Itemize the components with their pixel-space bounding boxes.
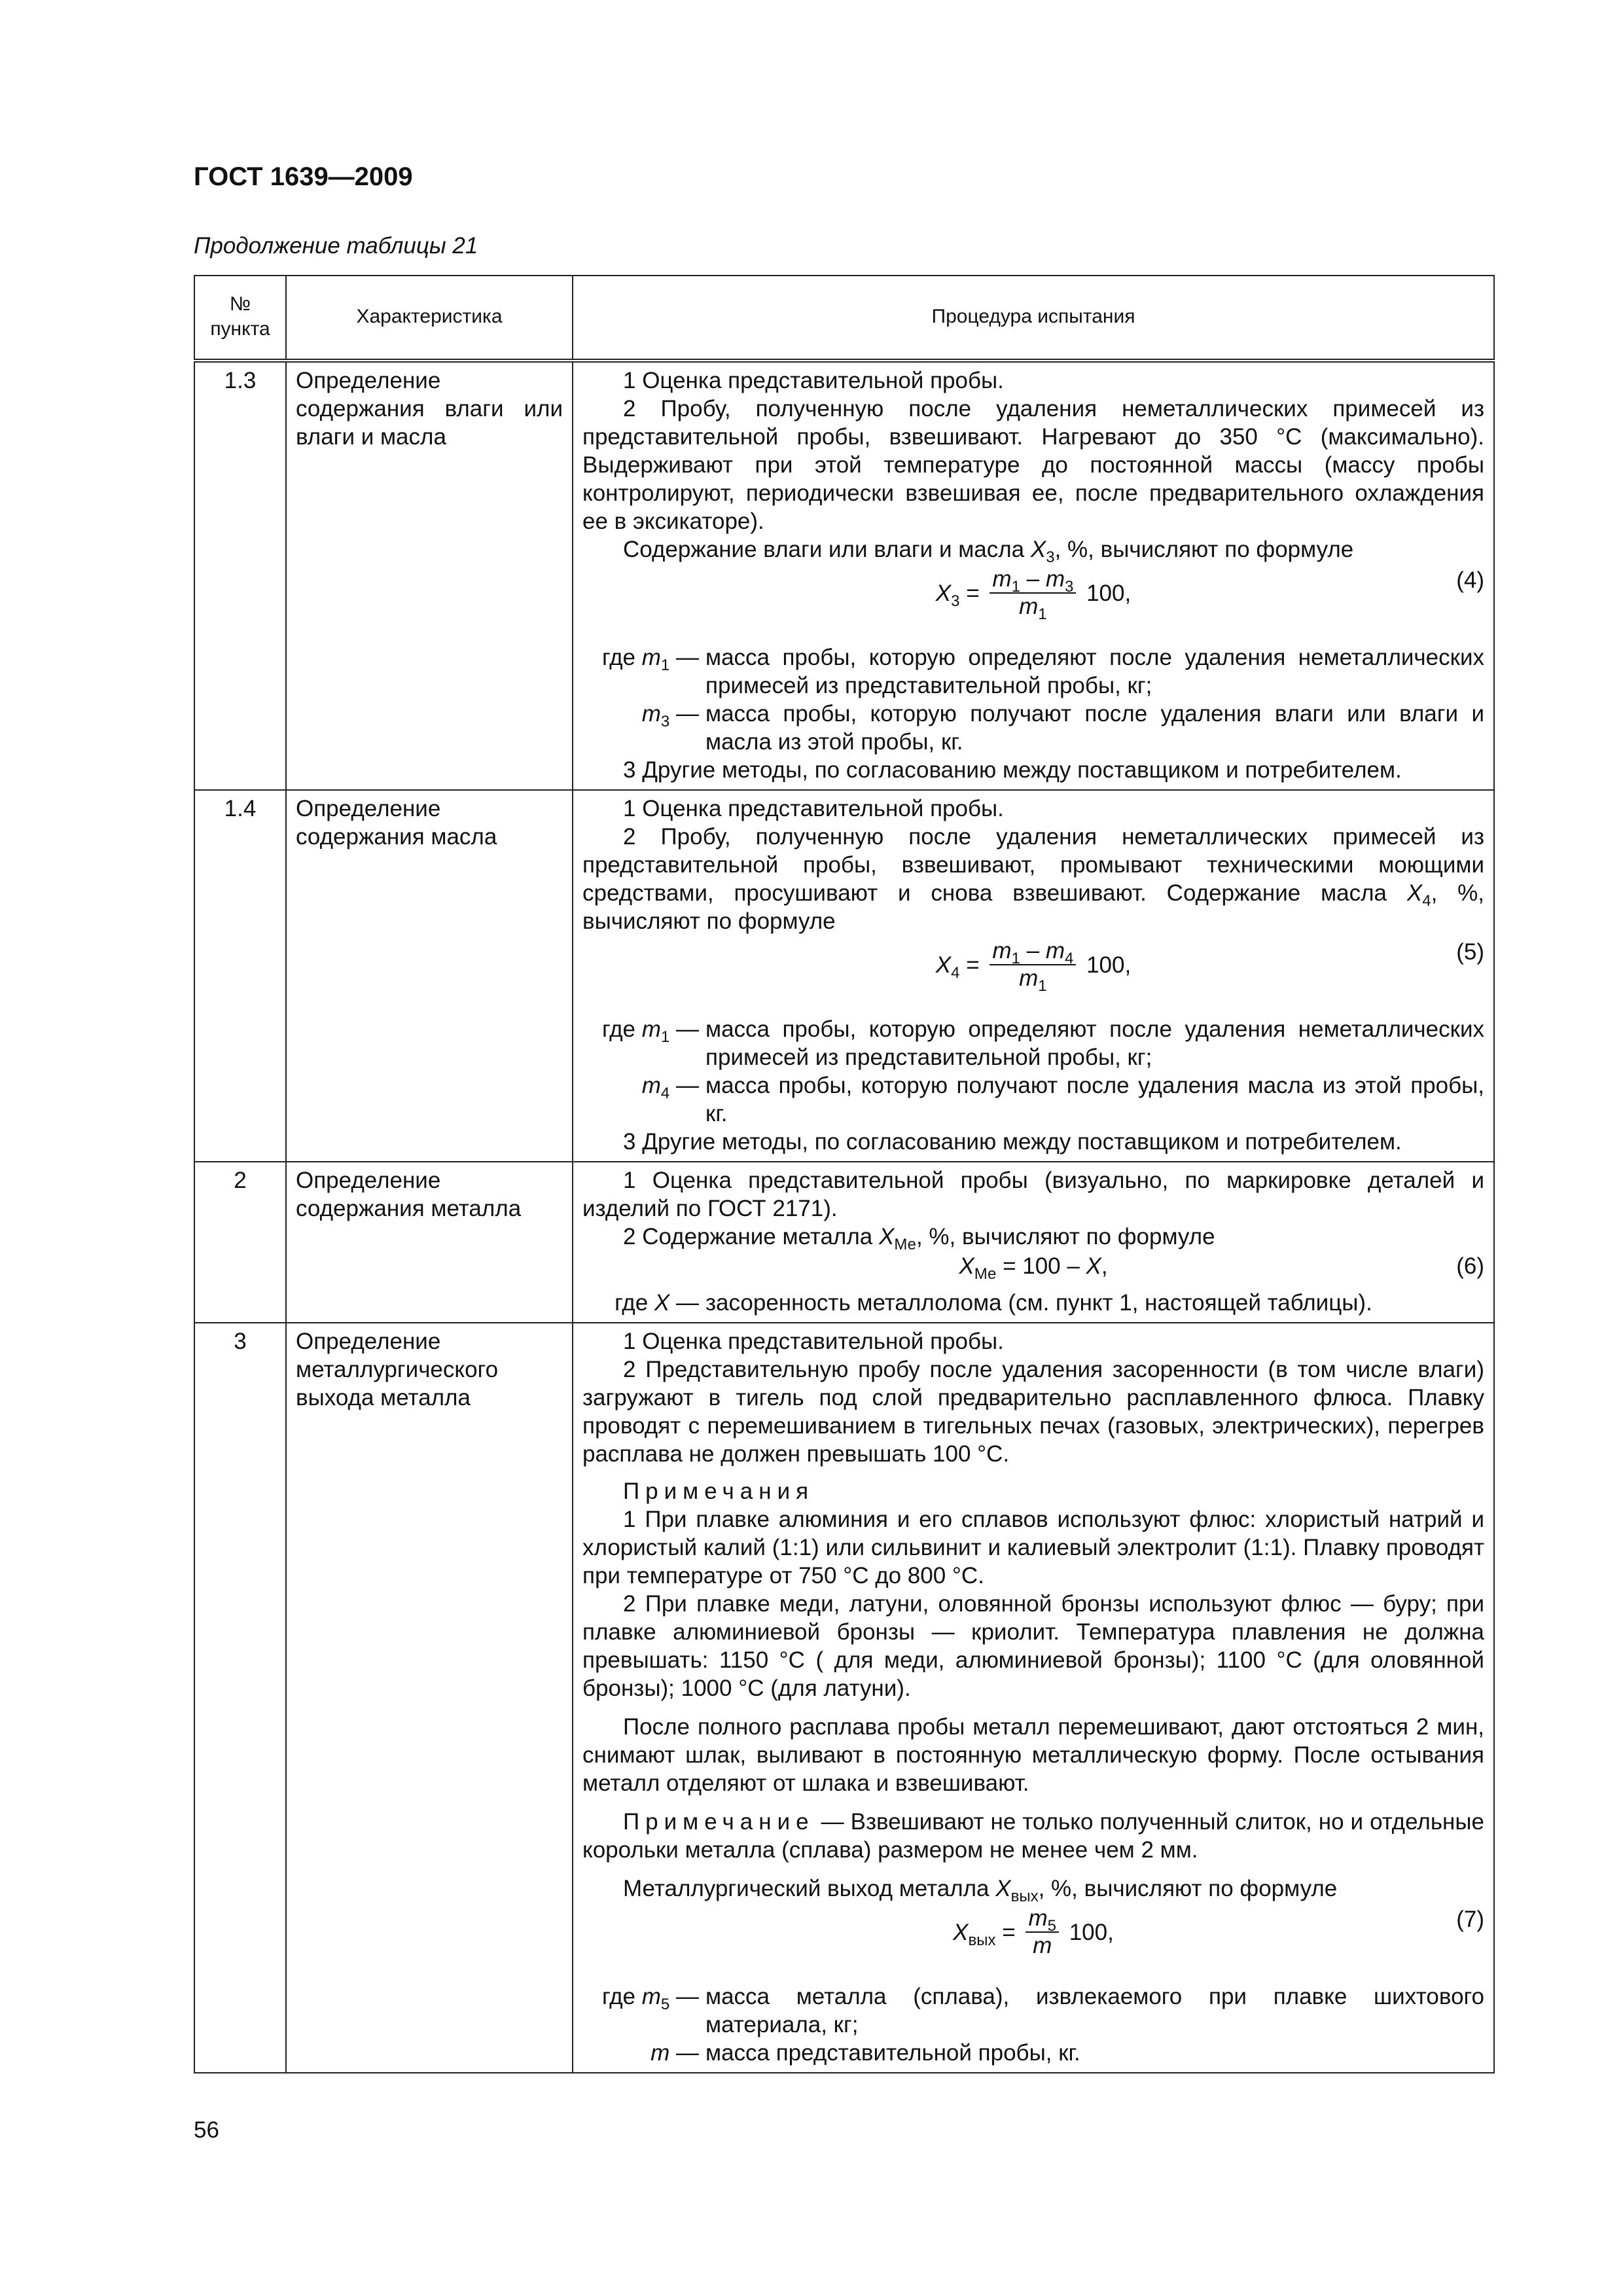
procedure-paragraph: 1 Оценка представительной пробы.: [623, 1329, 1004, 1354]
page-number: 56: [194, 2117, 219, 2143]
row-number: 3: [194, 1323, 286, 2073]
row-number: 2: [194, 1162, 286, 1323]
where-definition: где $m_5$ — масса металла (сплава), извлекаемого при плавке шихтового материала, кг;: [601, 1984, 1484, 2037]
where-definition: где $m_1$ — масса пробы, которую определяют после удаления неметаллических примесей из представительной пробы, кг;: [601, 645, 1484, 698]
formula-number: (5): [1456, 939, 1484, 965]
table-row: [194, 361, 1494, 790]
table-caption: Продолжение таблицы 21: [194, 233, 478, 259]
procedure-paragraph: После полного расплава пробы металл перемешивают, дают отстояться 2 мин, снимают шлак, выливают в постоянную металлическую форму. После остывания металл отделяют от шлака и взвешивают.: [582, 1714, 1484, 1796]
column-header-characteristic: Характеристика: [286, 276, 573, 361]
formula-4: $X_3$ = $\frac{m_1 - m_3}{m_1}$ 100, (4): [935, 566, 1484, 623]
row-characteristic: Определение металлургического выхода металла: [286, 1323, 573, 2073]
procedure-paragraph: 1 Оценка представительной пробы.: [623, 796, 1004, 821]
row-characteristic: Определение содержания влаги или влаги и масла: [286, 361, 573, 790]
table-row: [194, 790, 1494, 1162]
note-paragraph: 2 При плавке меди, латуни, оловянной бронзы используют флюс — буру; при плавке алюминиевой бронзы — криолит. Температура плавления не должна превышать: 1150 °С ( для меди, алюминиевой бронзы); 1100 °С (для оловянной бронзы); 1000 °С (для латуни).: [582, 1591, 1484, 1701]
formula-number: (6): [1456, 1253, 1484, 1279]
procedure-paragraph: 2 Пробу, полученную после удаления неметаллических примесей из представительной пробы, взвешивают, промывают техническими моющими средствами, просушивают и снова взвешивают. Содержание масла $X_4$, %, вычисляют по формуле: [582, 824, 1485, 934]
formula-number: (7): [1456, 1907, 1484, 1932]
where-definition: m — масса представительной пробы, кг.: [651, 2040, 1080, 2066]
formula-fraction: $\frac{m_5}{m}$: [1026, 1905, 1059, 1959]
formula-7: $X_{вых}$ = $\frac{m_5}{m}$ 100, (7): [953, 1905, 1484, 1958]
row-procedure: [573, 1323, 1494, 2073]
note-paragraph: 1 При плавке алюминия и его сплавов используют флюс: хлористый натрий и хлористый калий (1:1) или сильвинит и калиевый электролит (1:1). Плавку проводят при температуре от 750 °С до 800 °С.: [582, 1507, 1484, 1588]
table-row: [194, 1323, 1494, 2073]
where-definition: $m_4$ — масса пробы, которую получают после удаления масла из этой пробы, кг.: [641, 1073, 1484, 1126]
procedure-paragraph: 1 Оценка представительной пробы.: [623, 368, 1004, 393]
procedure-paragraph: 3 Другие методы, по согласованию между поставщиком и потребителем.: [623, 757, 1402, 783]
procedure-paragraph: Металлургический выход металла $X_{вых}$, %, вычисляют по формуле: [623, 1876, 1338, 1905]
row-characteristic: Определение содержания металла: [286, 1162, 573, 1323]
procedure-paragraph: 3 Другие методы, по согласованию между поставщиком и потребителем.: [623, 1129, 1402, 1155]
column-header-procedure: Процедура испытания: [573, 276, 1494, 361]
note-paragraph: Примечание — Взвешивают не только полученный слиток, но и отдельные корольки металла (сплава) размером не менее чем 2 мм.: [582, 1809, 1484, 1863]
row-procedure: [573, 361, 1494, 790]
formula-number: (4): [1456, 567, 1484, 593]
formula-5: $X_4$ = $\frac{m_1 - m_4}{m_1}$ 100, (5): [935, 938, 1484, 995]
notes-heading: Примечания: [623, 1479, 815, 1504]
row-procedure: [573, 790, 1494, 1162]
formula-fraction: $\frac{m_1 - m_4}{m_1}$: [990, 938, 1076, 992]
where-definition: где X — засоренность металлолома (см. пункт 1, настоящей таблицы).: [615, 1290, 1372, 1316]
where-definition: $m_3$ — масса пробы, которую получают после удаления влаги или влаги и масла из этой пробы, кг.: [641, 701, 1484, 755]
formula-fraction: $\frac{m_1 - m_3}{m_1}$: [990, 566, 1076, 620]
procedure-paragraph: 2 Пробу, полученную после удаления неметаллических примесей из представительной пробы, взвешивают. Нагревают до 350 °С (максимально). Выдерживают при этой температуре до постоянной массы (массу пробы контролируют, периодически взвешивая ее, после предварительного охлаждения ее в эксикаторе).: [582, 396, 1484, 534]
formula-6: $X_{Ме} = 100 - X$, (6): [959, 1253, 1484, 1283]
procedure-paragraph: 1 Оценка представительной пробы (визуально, по маркировке деталей и изделий по ГОСТ 2171).: [582, 1168, 1484, 1221]
procedure-paragraph: 2 Представительную пробу после удаления засоренности (в том числе влаги) загружают в тигель под слой предварительно расплавленного флюса. Плавку проводят с перемешиванием в тигельных печах (газовых, электрических), перегрев расплава не должен превышать 100 °С.: [582, 1357, 1484, 1467]
where-definition: где $m_1$ — масса пробы, которую определяют после удаления неметаллических примесей из представительной пробы, кг;: [601, 1016, 1484, 1070]
row-characteristic: Определение содержания масла: [286, 790, 573, 1162]
procedure-paragraph: Содержание влаги или влаги и масла $X_3$, %, вычисляют по формуле: [623, 537, 1354, 566]
table-row: [194, 1162, 1494, 1323]
document-title: ГОСТ 1639—2009: [194, 162, 413, 191]
test-procedures-table: [194, 275, 1495, 2073]
row-number: 1.4: [194, 790, 286, 1162]
row-number: 1.3: [194, 361, 286, 790]
table-header-row: [194, 276, 1494, 361]
column-header-num: № пункта: [194, 276, 286, 361]
procedure-paragraph: 2 Содержание металла $X_{Ме}$, %, вычисляют по формуле: [623, 1224, 1215, 1253]
row-procedure: [573, 1162, 1494, 1323]
